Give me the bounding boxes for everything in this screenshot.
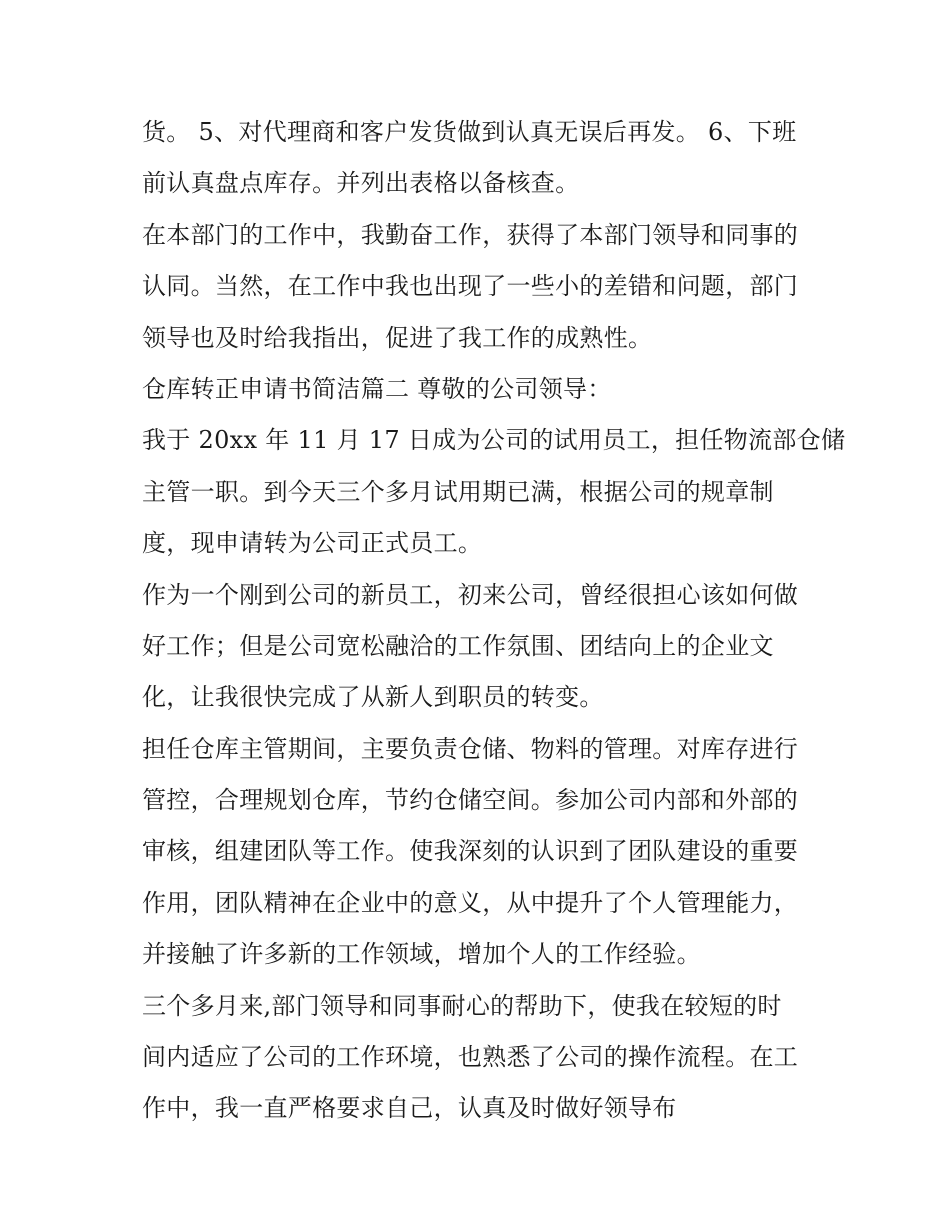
- text-line: 管控，合理规划仓库，节约仓储空间。参加公司内部和外部的: [142, 786, 799, 815]
- text-line: 度，现申请转为公司正式员工。: [142, 529, 483, 558]
- text-line: 三个多月来,部门领导和同事耐心的帮助下，使我在较短的时: [142, 991, 782, 1020]
- text-line: 主管一职。到今天三个多月试用期已满，根据公司的规章制: [142, 477, 774, 506]
- text-line: 货。 5、对代理商和客户发货做到认真无误后再发。 6、下班: [142, 118, 797, 146]
- text-line: 审核，组建团队等工作。使我深刻的认识到了团队建设的重要: [142, 837, 799, 866]
- text-line: 认同。当然，在工作中我也出现了一些小的差错和问题，部门: [142, 272, 799, 301]
- text-line: 领导也及时给我指出，促进了我工作的成熟性。: [142, 323, 653, 352]
- text-line: 作中，我一直严格要求自己，认真及时做好领导布: [142, 1094, 677, 1123]
- text-line: 间内适应了公司的工作环境，也熟悉了公司的操作流程。在工: [142, 1043, 799, 1072]
- text-line: 担任仓库主管期间，主要负责仓储、物料的管理。对库存进行: [142, 734, 799, 763]
- text-line: 我于 20xx 年 11 月 17 日成为公司的试用员工，担任物流部仓储: [142, 426, 846, 455]
- text-line: 在本部门的工作中，我勤奋工作，获得了本部门领导和同事的: [142, 220, 799, 249]
- section-heading-line: 仓库转正申请书简洁篇二 尊敬的公司领导：: [142, 374, 612, 403]
- text-line: 前认真盘点库存。并列出表格以备核查。: [142, 169, 580, 198]
- text-line: 化，让我很快完成了从新人到职员的转变。: [142, 683, 604, 712]
- text-line: 作为一个刚到公司的新员工，初来公司，曾经很担心该如何做: [142, 580, 799, 609]
- text-line: 好工作；但是公司宽松融洽的工作氛围、团结向上的企业文: [142, 631, 774, 660]
- document-body: [142, 107, 846, 1135]
- text-line: 并接触了许多新的工作领域，增加个人的工作经验。: [142, 940, 701, 969]
- text-line: 作用，团队精神在企业中的意义，从中提升了个人管理能力，: [142, 888, 799, 917]
